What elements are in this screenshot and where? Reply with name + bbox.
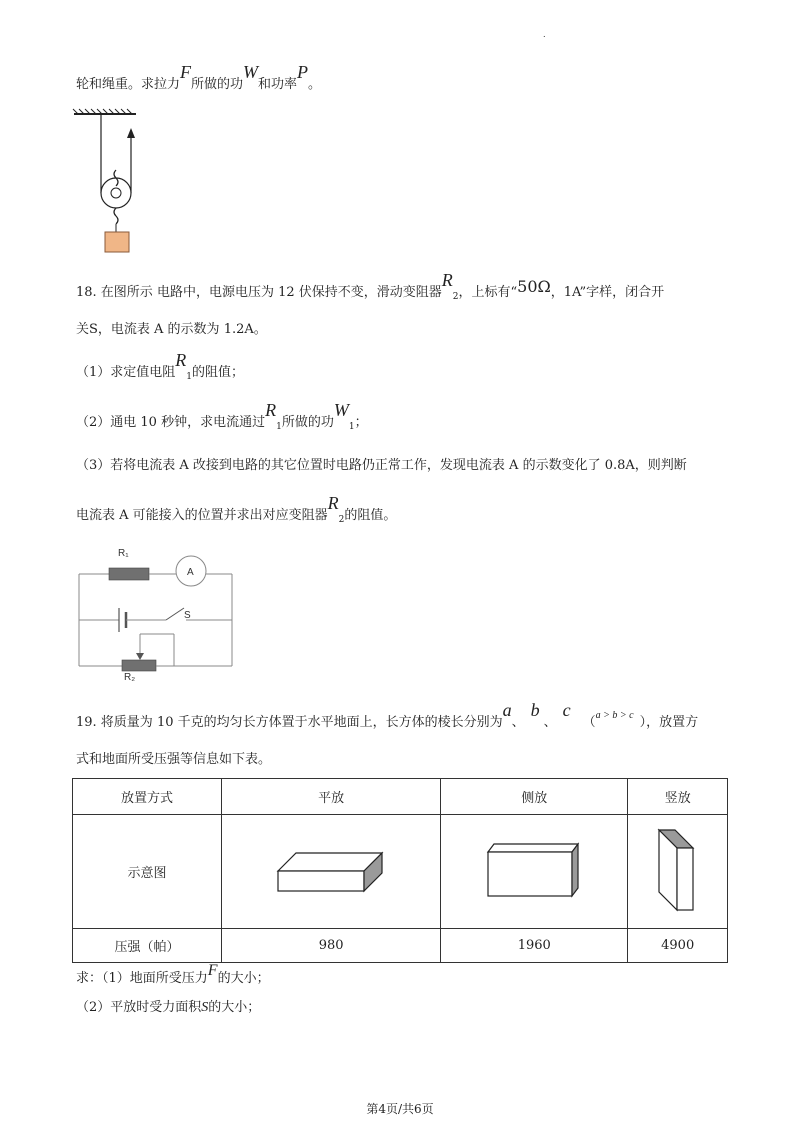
q17-text: 轮和绳重。求拉力F所做的功W和功率P。 xyxy=(76,62,322,92)
table-header-cell: 侧放 xyxy=(441,779,628,815)
q18-part2: （2）通电 10 秒钟，求电流通过$R_1$所做的功$W_1$； xyxy=(76,400,368,432)
table-header-cell: 竖放 xyxy=(628,779,728,815)
table-row-diagram xyxy=(73,815,728,929)
r2-label: R₂ xyxy=(124,672,136,683)
flat-block-diagram xyxy=(222,815,441,929)
table-cell: 4900 xyxy=(628,929,728,963)
page-mark: . xyxy=(543,30,546,39)
table-header-row xyxy=(73,779,728,815)
circuit-diagram xyxy=(74,542,239,684)
ammeter-label: A xyxy=(187,567,194,578)
table-cell: 1960 xyxy=(441,929,628,963)
switch-label: S xyxy=(184,610,191,621)
pulley-diagram xyxy=(70,108,170,258)
page-footer: 第4页/共6页 xyxy=(366,1102,434,1116)
table-cell: 980 xyxy=(222,929,441,963)
q19-line2: 式和地面所受压强等信息如下表。 xyxy=(76,752,272,767)
r2-rheostat xyxy=(122,660,156,671)
r1-label: R₁ xyxy=(118,548,129,559)
q19-ask2: （2）平放时受力面积S的大小； xyxy=(76,1000,261,1015)
table-row-pressure xyxy=(73,929,728,963)
q19-line1: 19. 将质量为 10 千克的均匀长方体置于水平地面上，长方体的棱长分别为a、b、c（$^{a > b > c}$ ），放置方 xyxy=(76,700,699,730)
q19-ask1: 求：（1）地面所受压力F的大小； xyxy=(76,962,270,986)
placement-table xyxy=(72,778,728,963)
q18-part3-line2: 电流表 A 可能接入的位置并求出对应变阻器$R_2$的阻值。 xyxy=(76,493,397,525)
q18-part1: （1）求定值电阻$R_1$的阻值； xyxy=(76,350,245,382)
q18-part3-line1: （3）若将电流表 A 改接到电路的其它位置时电路仍正常工作，发现电流表 A 的示数变化了 0.8A，则判断 xyxy=(76,458,687,473)
side-block-diagram xyxy=(441,815,628,929)
upright-block-diagram xyxy=(628,815,728,929)
table-header-cell: 平放 xyxy=(222,779,441,815)
q18-line1: 18. 在图所示 电路中，电源电压为 12 伏保持不变，滑动变阻器$R_2$，上标有“50Ω，1A”字样，闭合开 xyxy=(76,270,665,302)
q18-line2: 关S，电流表 A 的示数为 1.2A。 xyxy=(76,322,267,337)
table-cell: 压强（帕） xyxy=(73,929,222,963)
table-row-label: 示意图 xyxy=(73,815,222,929)
table-header-cell: 放置方式 xyxy=(73,779,222,815)
